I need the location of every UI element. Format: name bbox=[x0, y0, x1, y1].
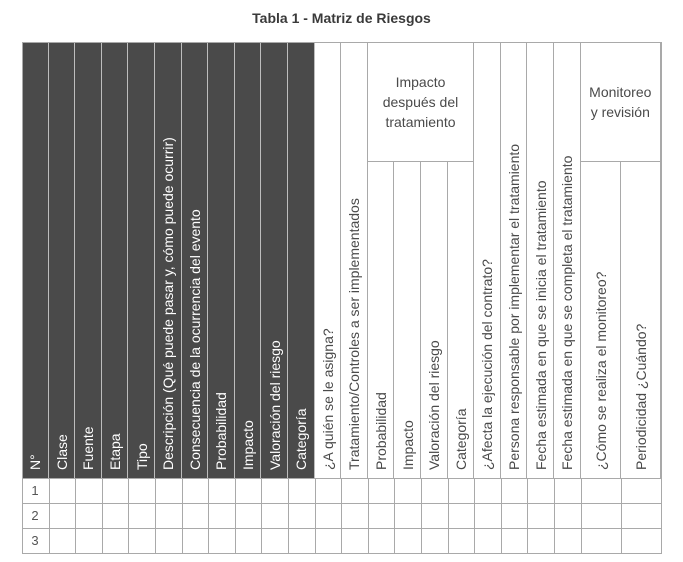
group-header-monitoreo: Monitoreo y revisión bbox=[581, 42, 661, 162]
body-col-border-15 bbox=[448, 478, 449, 553]
header-col-light-b-1 bbox=[501, 42, 528, 478]
header-col-dark-7-label: Probabilidad bbox=[213, 392, 230, 470]
header-col-impacto-3 bbox=[448, 162, 475, 478]
table-top-border bbox=[22, 42, 662, 43]
header-col-light-b-3-label: Fecha estimada en que se completa el tratamiento bbox=[559, 155, 576, 470]
header-col-monitoreo-1 bbox=[621, 162, 661, 478]
header-col-dark-5 bbox=[155, 42, 182, 478]
header-col-impacto-2-label: Valoración del riesgo bbox=[426, 340, 443, 470]
body-col-border-20 bbox=[581, 478, 582, 553]
body-col-border-14 bbox=[421, 478, 422, 553]
header-col-impacto-1 bbox=[394, 162, 421, 478]
header-col-impacto-0-label: Probabilidad bbox=[373, 392, 390, 470]
header-col-dark-10-label: Categoría bbox=[293, 408, 310, 470]
body-col-border-1 bbox=[75, 478, 76, 553]
header-col-dark-0 bbox=[22, 42, 49, 478]
body-col-border-19 bbox=[554, 478, 555, 553]
header-col-light-b-2 bbox=[527, 42, 554, 478]
row-number: 3 bbox=[31, 533, 39, 548]
body-col-border-2 bbox=[102, 478, 103, 553]
header-col-impacto-2 bbox=[421, 162, 448, 478]
body-col-border-16 bbox=[474, 478, 475, 553]
header-col-dark-1-label: Clase bbox=[53, 434, 70, 470]
header-col-light-b-1-label: Persona responsable por implementar el tratamiento bbox=[506, 143, 523, 470]
header-col-monitoreo-0-label: ¿Cómo se realiza el monitoreo? bbox=[592, 271, 609, 470]
body-col-border-11 bbox=[341, 478, 342, 553]
header-col-dark-6-label: Consecuencia de la ocurrencia del evento bbox=[186, 209, 203, 470]
row-number: 1 bbox=[31, 483, 39, 498]
body-col-border-18 bbox=[527, 478, 528, 553]
row-border-2 bbox=[22, 553, 662, 554]
header-col-dark-10 bbox=[288, 42, 315, 478]
header-col-light-b-3 bbox=[554, 42, 581, 478]
header-col-impacto-1-label: Impacto bbox=[399, 420, 416, 470]
body-col-border-21 bbox=[621, 478, 622, 553]
group-header-impacto: Impacto después del tratamiento bbox=[368, 42, 474, 162]
body-col-border-13 bbox=[394, 478, 395, 553]
header-col-monitoreo-0 bbox=[581, 162, 621, 478]
header-col-dark-3 bbox=[102, 42, 129, 478]
body-col-border-7 bbox=[235, 478, 236, 553]
row-number: 2 bbox=[31, 508, 39, 523]
header-col-impacto-3-label: Categoría bbox=[452, 408, 469, 470]
header-col-dark-3-label: Etapa bbox=[107, 433, 124, 470]
header-col-light-b-2-label: Fecha estimada en que se inicia el tratamiento bbox=[532, 180, 549, 470]
body-col-border-3 bbox=[128, 478, 129, 553]
header-col-monitoreo-1-label: Periodicidad ¿Cuándo? bbox=[632, 323, 649, 470]
body-col-border-9 bbox=[288, 478, 289, 553]
header-col-light-a-0-label: ¿A quién se le asigna? bbox=[319, 328, 336, 470]
table-title: Tabla 1 - Matriz de Riesgos bbox=[252, 10, 431, 26]
body-col-border-8 bbox=[261, 478, 262, 553]
header-col-light-b-0-label: ¿Afecta la ejecución del contrato? bbox=[479, 259, 496, 470]
header-col-light-a-1 bbox=[341, 42, 368, 478]
header-col-dark-4 bbox=[128, 42, 155, 478]
header-col-dark-8 bbox=[235, 42, 262, 478]
body-col-border-4 bbox=[155, 478, 156, 553]
body-col-border-5 bbox=[182, 478, 183, 553]
body-col-border-12 bbox=[368, 478, 369, 553]
header-col-dark-8-label: Impacto bbox=[240, 420, 257, 470]
header-col-light-b-0 bbox=[474, 42, 501, 478]
table-right-border bbox=[661, 42, 662, 554]
header-col-light-a-1-label: Tratamiento/Controles a ser implementados bbox=[346, 198, 363, 470]
body-col-border-10 bbox=[315, 478, 316, 553]
header-col-dark-0-label: N° bbox=[27, 454, 44, 470]
header-col-dark-7 bbox=[208, 42, 235, 478]
header-col-impacto-0 bbox=[368, 162, 395, 478]
header-col-dark-1 bbox=[49, 42, 76, 478]
table-left-border bbox=[22, 42, 23, 554]
body-col-border-17 bbox=[501, 478, 502, 553]
header-col-dark-6 bbox=[182, 42, 209, 478]
header-col-dark-2-label: Fuente bbox=[80, 426, 97, 470]
header-col-dark-9-label: Valoración del riesgo bbox=[266, 340, 283, 470]
body-col-border-0 bbox=[49, 478, 50, 553]
header-col-dark-5-label: Descripción (Qué puede pasar y, cómo puede ocurrir) bbox=[160, 137, 177, 470]
header-col-dark-4-label: Tipo bbox=[133, 443, 150, 470]
header-col-dark-2 bbox=[75, 42, 102, 478]
header-col-light-a-0 bbox=[315, 42, 342, 478]
header-col-dark-9 bbox=[261, 42, 288, 478]
body-col-border-6 bbox=[208, 478, 209, 553]
